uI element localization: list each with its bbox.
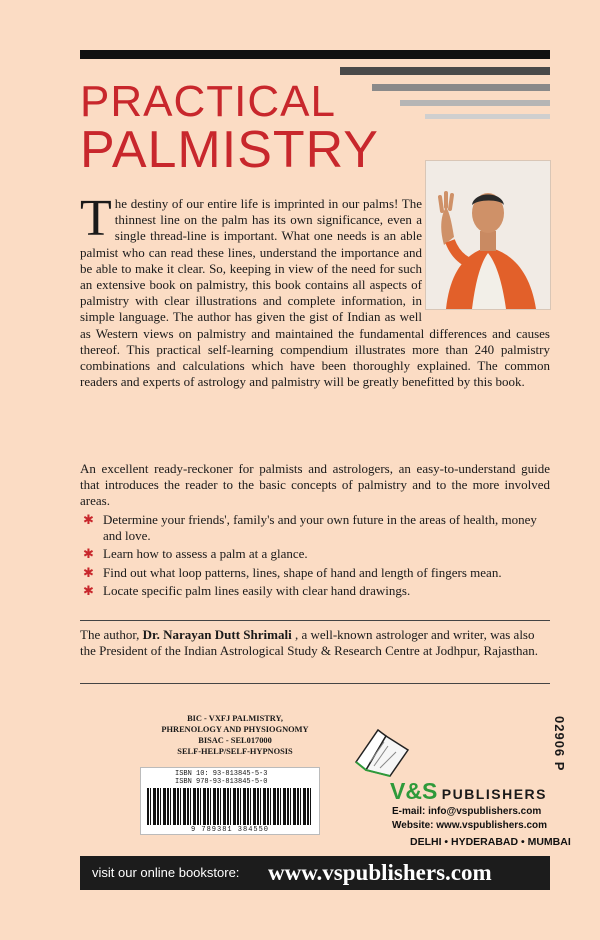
footer-url[interactable]: www.vspublishers.com xyxy=(268,860,492,885)
star-bullet-icon: ✱ xyxy=(83,564,94,580)
author-name: Dr. Narayan Dutt Shrimali xyxy=(142,627,292,642)
description-text: he destiny of our entire life is imprinted in our palms! The thinnest line on the palm has its own significance, even a single thread-line is important. What one needs is an able palmist who can read these lines, understand the importance and be able to make it clear. So, keeping in view of the need for such an extensive book on palmistry, this book contains all aspects of palmistry with clear illustrations and complete information, in simple language. The author has given the gist of Indian as well as Western views on palmistry and maintained the fundamental differences and causes thereof. This practical self-learning compendium illustrates more than 240 palmistry combinations and calculations which have been thoroughly explained. The common readers and experts of astrology and palmistry will be greatly benefitted by this book. xyxy=(80,196,550,390)
footer-bar xyxy=(80,856,550,890)
stripe-black-top xyxy=(80,50,550,59)
isbn-13: ISBN 978-93-813845-5-0 xyxy=(175,778,268,786)
stripe-light-gray xyxy=(400,100,550,106)
barcode-bars xyxy=(147,788,313,825)
email-link[interactable]: info@vspublishers.com xyxy=(428,806,542,817)
feature-item: ✱ Determine your friends', family's and your own future in the areas of health, money and love. xyxy=(83,512,537,544)
book-title-line2: PALMISTRY xyxy=(80,121,379,179)
star-bullet-icon: ✱ xyxy=(83,582,94,598)
description-paragraph xyxy=(80,190,550,390)
divider-upper xyxy=(80,620,550,621)
summary-paragraph: An excellent ready-reckoner for palmists and astrologers, an easy-to-understand guide that introduces the reader to the basic concepts of palmistry and to the more involved areas. xyxy=(80,461,550,509)
isbn-barcode xyxy=(140,767,320,835)
divider-lower xyxy=(80,683,550,684)
drop-cap: T xyxy=(80,190,112,247)
publisher-website: Website: www.vspublishers.com xyxy=(392,820,548,831)
star-bullet-icon: ✱ xyxy=(83,512,94,527)
publisher-email: E-mail: info@vspublishers.com xyxy=(392,806,542,817)
isbn-10: ISBN 10: 93-813845-5-3 xyxy=(175,770,268,778)
product-code: 02906 P xyxy=(552,716,567,772)
open-book-logo-icon xyxy=(352,722,412,778)
feature-item: ✱ Find out what loop patterns, lines, shape of hand and length of fingers mean. xyxy=(83,564,502,580)
stripe-gray xyxy=(372,84,550,91)
stripe-dark-gray xyxy=(340,67,550,75)
feature-item: ✱ Locate specific palm lines easily with clear hand drawings. xyxy=(83,582,411,598)
publisher-name: V&S PUBLISHERS xyxy=(390,778,547,804)
footer-label: visit our online bookstore: xyxy=(92,865,240,880)
book-title-line1: PRACTICAL xyxy=(80,77,336,126)
stripe-pale-gray xyxy=(425,114,550,119)
publisher-cities: DELHI • HYDERABAD • MUMBAI xyxy=(410,836,571,848)
star-bullet-icon: ✱ xyxy=(83,546,94,562)
author-bio: The author, Dr. Narayan Dutt Shrimali , a well-known astrologer and writer, was also the President of the Indian Astrological Study & Research Centre at Jodhpur, Rajasthan. xyxy=(80,627,538,659)
barcode-digits: 9 789381 384550 xyxy=(190,826,269,834)
classification-codes: BIC - VXFJ PALMISTRY, PHRENOLOGY AND PHYSIOGNOMY BISAC - SEL017000 SELF-HELP/SELF-HYPNOSIS xyxy=(161,714,309,756)
feature-list xyxy=(80,512,550,601)
feature-item: ✱ Learn how to assess a palm at a glance. xyxy=(83,546,308,562)
photo-spacer xyxy=(422,196,550,314)
website-link[interactable]: www.vspublishers.com xyxy=(436,820,548,831)
